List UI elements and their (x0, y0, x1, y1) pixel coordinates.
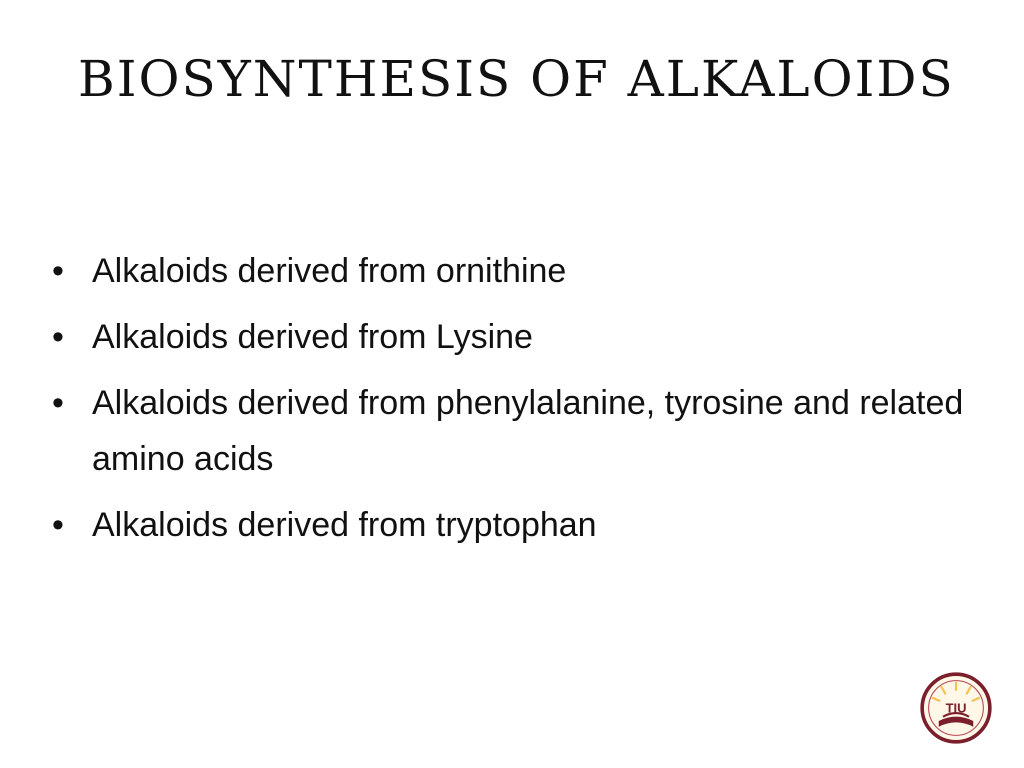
logo-text: TIU (945, 700, 967, 716)
bullet-item (52, 309, 982, 365)
bullet-item (52, 497, 982, 553)
bullet-list (52, 243, 982, 563)
bullet-text: Alkaloids derived from Lysine (92, 318, 533, 356)
bullet-icon: • (52, 384, 64, 422)
bullet-icon: • (52, 318, 64, 356)
bullet-icon: • (52, 252, 64, 290)
bullet-icon: • (52, 506, 64, 544)
bullet-item (52, 375, 982, 487)
university-seal-icon (920, 672, 992, 744)
bullet-text: Alkaloids derived from tryptophan (92, 506, 597, 544)
slide-title: BIOSYNTHESIS OF ALKALOIDS (78, 50, 955, 108)
bullet-item (52, 243, 982, 299)
bullet-text: Alkaloids derived from phenylalanine, tyrosine and related amino acids (92, 384, 964, 478)
bullet-text: Alkaloids derived from ornithine (92, 252, 567, 290)
